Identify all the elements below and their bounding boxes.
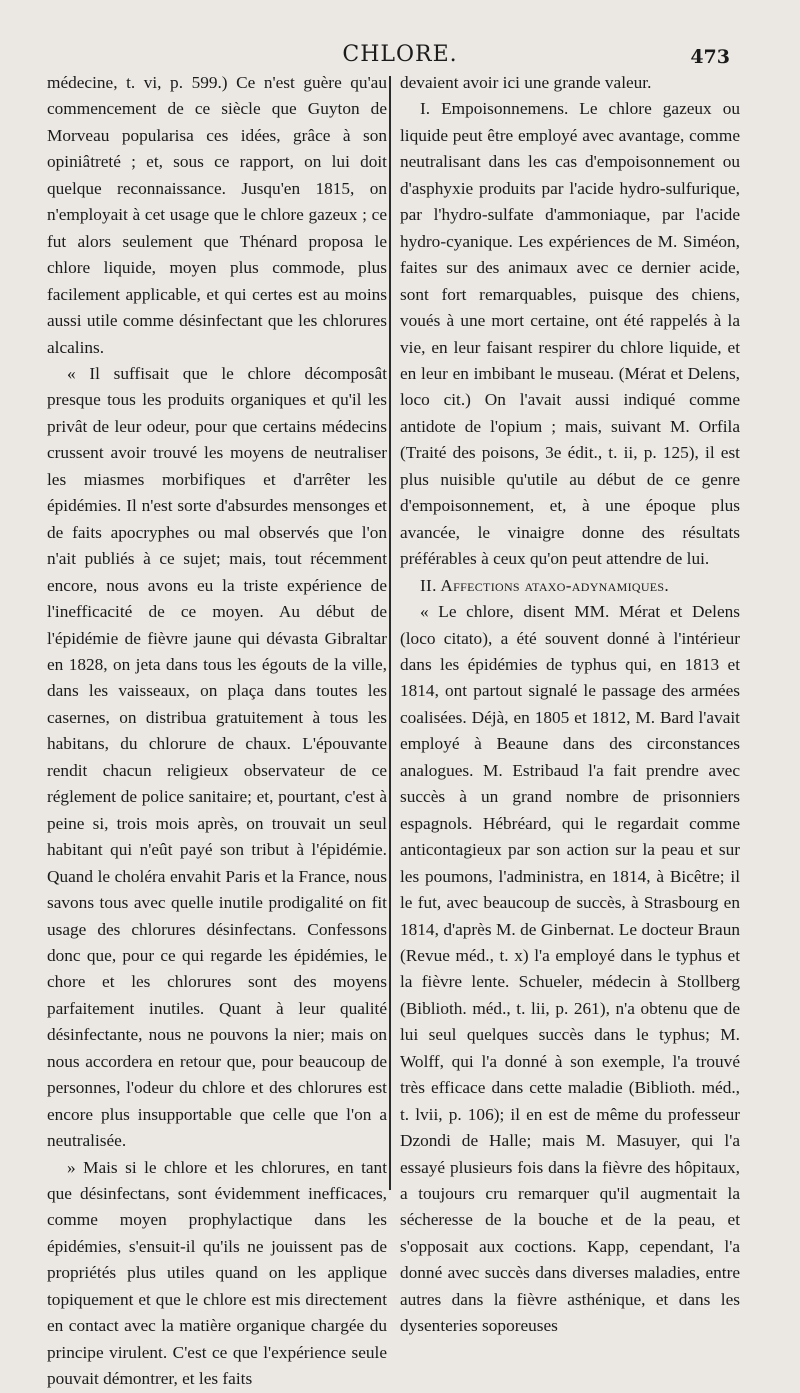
page-number: 473 <box>690 46 730 68</box>
paragraph: médecine, t. vi, p. 599.) Ce n'est guère qu'au commencement de ce siècle que Guyton de Morveau popularisa ces idées, grâce à son opiniâtreté ; et, sous ce rapport, on lui doit quelque reconnaissance. Jusqu'en 1815, on n'employait à cet usage que le chlore gazeux ; ce fut alors seulement que Thénard proposa le chlore liquide, moyen plus commode, plus facilement applicable, et qui certes est au moins aussi utile comme désinfectant que les chlorures alcalins. <box>47 73 387 357</box>
right-column <box>400 70 740 1340</box>
paragraph: « Le chlore, disent MM. Mérat et Delens (loco citato), a été souvent donné à l'intérieur dans les épidémies de typhus qui, en 1813 et 1814, ont partout signalé le passage des armées coalisées. Déjà, en 1805 et 1812, M. Bard l'avait employé à Beaune dans des circonstances analogues. M. Estribaud l'a fait prendre avec succès à un grand nombre de prisonniers espagnols. Hébréard, qui le regardait comme anticontagieux par son action sur la peau et sur les poumons, l'administra, en 1814, à Bicêtre; il le fut, avec beaucoup de succès, à Strasbourg en 1814, d'après M. de Ginbernat. Le docteur Braun (Revue méd., t. x) l'a employé dans le typhus et la fièvre lente. Schueler, médecin à Stollberg (Biblioth. méd., t. lii, p. 261), n'a obtenu que de lui seul quelques succès dans le typhus; M. Wolff, qui l'a donné à son exemple, l'a trouvé très efficace dans cette maladie (Biblioth. méd., t. lvii, p. 106); il en est de même du professeur Dzondi de Halle; mais M. Masuyer, qui l'a essayé plusieurs fois dans la fièvre des hôpitaux, a toujours cru remarquer qu'il augmentait la sécheresse de la bouche et de la peau, et s'opposait aux coctions. Kapp, cependant, l'a donné avec succès dans diverses maladies, entre autres dans la fièvre asthénique, et dans les dysenteries soporeuses <box>400 602 740 1336</box>
paragraph: I. Empoisonnemens. Le chlore gazeux ou liquide peut être employé avec avantage, comme neutralisant dans les cas d'empoisonnement ou d'asphyxie produits par l'acide hydro-sulfurique, par l'hydro-sulfate d'ammoniaque, par l'acide hydro-cyanique. Les expériences de M. Siméon, faites sur des animaux avec ce dernier acide, sont fort remarquables, puisque des chiens, voués à une mort certaine, ont été rappelés à la vie, en leur faisant respirer du chlore liquide, et en leur en imbibant le museau. (Mérat et Delens, loco cit.) On l'avait aussi indiqué comme antidote de l'opium ; mais, suivant M. Orfila (Traité des poisons, 3e édit., t. ii, p. 125), il est plus nuisible qu'utile au début de ce genre d'empoisonnement, et, à une époque plus avancée, le vinaigre donne des résultats préférables à ceux qu'on peut attendre de lui. <box>400 99 740 569</box>
paragraph: devaient avoir ici une grande valeur. <box>400 73 652 92</box>
page-title: CHLORE. <box>342 42 458 67</box>
paragraph: » Mais si le chlore et les chlorures, en tant que désinfectans, sont évidemment inefficaces, comme moyen prophylactique dans les épidémies, s'ensuit-il qu'ils ne jouissent pas de propriétés plus utiles quand on les applique topiquement et que le chlore est mis directement en contact avec la matière organique chargée du principe virulent. C'est ce que l'expérience seule pouvait démontrer, et les faits <box>47 1157 387 1389</box>
paragraph: « Il suffisait que le chlore décomposât presque tous les produits organiques et qu'il les privât de leur odeur, pour que certains médecins crussent avoir trouvé les moyens de neutraliser les miasmes morbifiques et d'arrêter les épidémies. Il n'est sorte d'absurdes mensonges et de faits apocryphes ou mal observés que l'on n'ait publiés à ce sujet; mais, tout récemment encore, nous avons eu la triste expérience de l'inefficacité de ce moyen. Au début de l'épidémie de fièvre jaune qui dévasta Gibraltar en 1828, on jeta dans tous les égouts de la ville, dans les vaisseaux, on plaça dans toutes les casernes, on distribua gratuitement à tous les habitans, du chlorure de chaux. L'épouvante rendit chacun religieux observateur de ce réglement de police sanitaire; et, pourtant, c'est à peine si, trois mois après, on trouvait un seul habitant qui n'eût payé son tribut à l'épidémie. Quand le choléra envahit Paris et la France, nous savons tous avec quelle inutile prodigalité on fit usage des chlorures désinfectans. Confessons donc que, pour ce qui regarde les épidémies, le chore et les chlorures sont des moyens parfaitement inutiles. Quant à leur qualité désinfectante, nous ne pouvons la nier; mais on nous accordera en retour que, pour beaucoup de personnes, l'odeur du chlore et des chlorures est encore plus insupportable que celle que l'on a neutralisée. <box>47 363 387 1151</box>
section-heading: II. Affections ataxo-adynamiques. <box>420 575 670 595</box>
left-column <box>47 70 387 1393</box>
column-divider <box>389 76 391 1190</box>
